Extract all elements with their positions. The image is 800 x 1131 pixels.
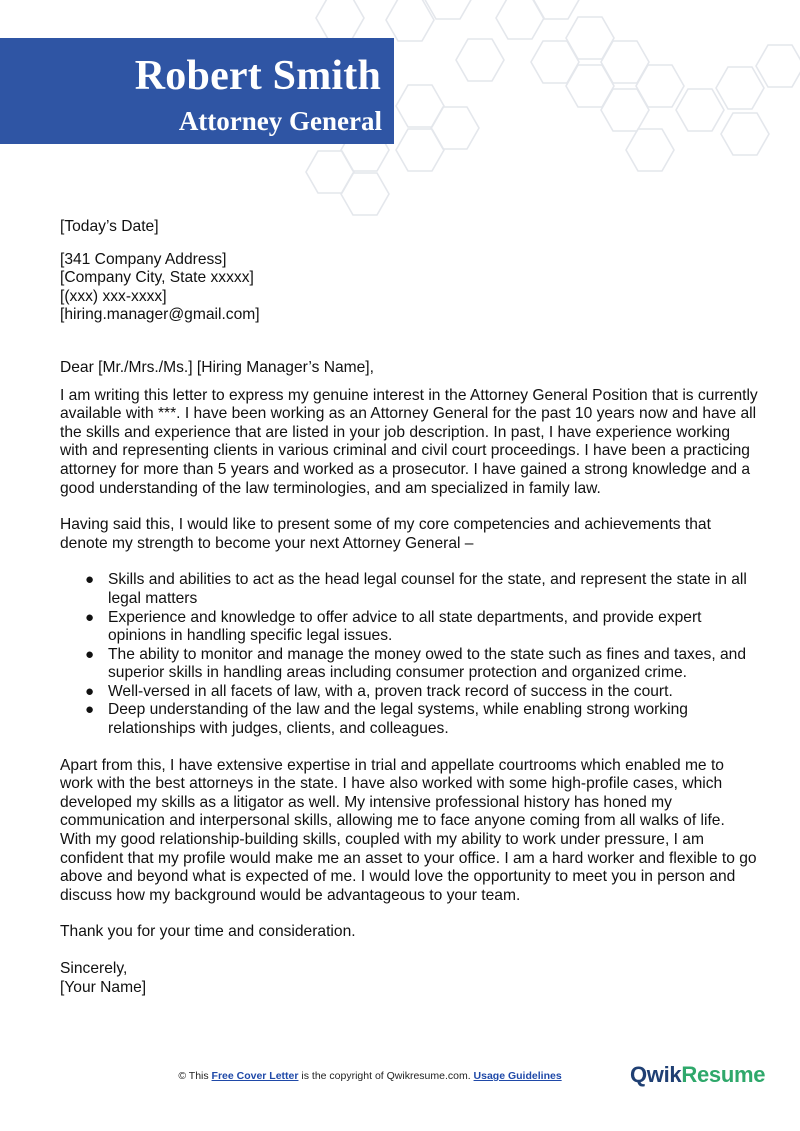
bullet-icon: ● <box>85 608 95 626</box>
signature-line: [Your Name] <box>60 978 147 996</box>
header-band <box>0 38 394 144</box>
address-line: [Company City, State xxxxx] <box>60 269 254 287</box>
thanks-line: Thank you for your time and consideration. <box>60 923 356 941</box>
list-item <box>85 682 760 702</box>
logo-part-qwik: Qwik <box>630 1062 682 1087</box>
bullet-icon: ● <box>85 571 95 589</box>
closing-line: Sincerely, <box>60 960 128 977</box>
footer-prefix: © This <box>178 1070 212 1082</box>
list-item <box>85 571 760 608</box>
candidate-name: Robert Smith <box>134 53 381 99</box>
address-line: [(xxx) xxx-xxxx] <box>60 287 167 305</box>
list-item-text: Skills and abilities to act as the head legal counsel for the state, and represent the state in all legal matters <box>108 571 747 607</box>
letter-date: [Today’s Date] <box>60 218 159 235</box>
qwikresume-logo <box>630 1062 765 1088</box>
free-cover-letter-link[interactable]: Free Cover Letter <box>211 1070 299 1082</box>
paragraph-competencies: Having said this, I would like to present some of my core competencies and achievements that denote my strength to become your next Attorney General – <box>60 516 711 552</box>
copyright-footer <box>0 1070 740 1082</box>
logo-part-resume: Resume <box>681 1062 766 1087</box>
list-item <box>85 608 760 646</box>
list-item-text: Experience and knowledge to offer advice to all state departments, and provide expert opinions in handling specific legal issues. <box>108 608 702 645</box>
list-item <box>85 645 760 683</box>
paragraph-intro: I am writing this letter to express my genuine interest in the Attorney General Position that is currently available with ***. I have been working as an Attorney General for the past 10 years now and have all the skills and experience that are listed in your job description. In past, I have experience working with and representing clients in various criminal and civil court proceedings. I have been a practicing attorney for more than 5 years and worked as a prosecutor. I have gained a strong knowledge and a good understanding of the law terminologies, and am specialized in family law. <box>60 386 758 497</box>
bullet-icon: ● <box>85 682 95 700</box>
competency-list <box>60 571 760 738</box>
candidate-title: Attorney General <box>178 106 382 136</box>
usage-guidelines-link[interactable]: Usage Guidelines <box>473 1070 562 1082</box>
recipient-address <box>60 251 760 325</box>
address-line: [341 Company Address] <box>60 250 227 268</box>
footer-middle: is the copyright of Qwikresume.com. <box>298 1070 474 1082</box>
list-item-text: Deep understanding of the law and the legal systems, while enabling strong working relationships with judges, clients, and colleagues. <box>108 701 688 738</box>
salutation: Dear [Mr./Mrs./Ms.] [Hiring Manager’s Name], <box>60 358 374 376</box>
bullet-icon: ● <box>85 701 95 719</box>
letter-body <box>60 218 760 997</box>
bullet-icon: ● <box>85 645 95 663</box>
paragraph-experience: Apart from this, I have extensive expertise in trial and appellate courtrooms which enabled me to work with the best attorneys in the state. I have also worked with some high-profile cases, which developed my skills as a litigator as well. My intensive professional history has honed my communication and interpersonal skills, allowing me to face anyone coming from all walks of life. With my good relationship-building skills, coupled with my ability to work under pressure, I am confident that my profile would make me an asset to your office. I am a hard worker and flexible to go above and beyond what is expected of me. I would love the opportunity to meet you in person and discuss how my background would be advantageous to your team. <box>60 756 757 904</box>
list-item <box>85 701 760 738</box>
list-item-text: Well-versed in all facets of law, with a, proven track record of success in the court. <box>108 682 673 700</box>
list-item-text: The ability to monitor and manage the money owed to the state such as fines and taxes, and superior skills in handling areas including consumer protection and organized crime. <box>108 645 746 682</box>
address-line: [hiring.manager@gmail.com] <box>60 306 260 324</box>
